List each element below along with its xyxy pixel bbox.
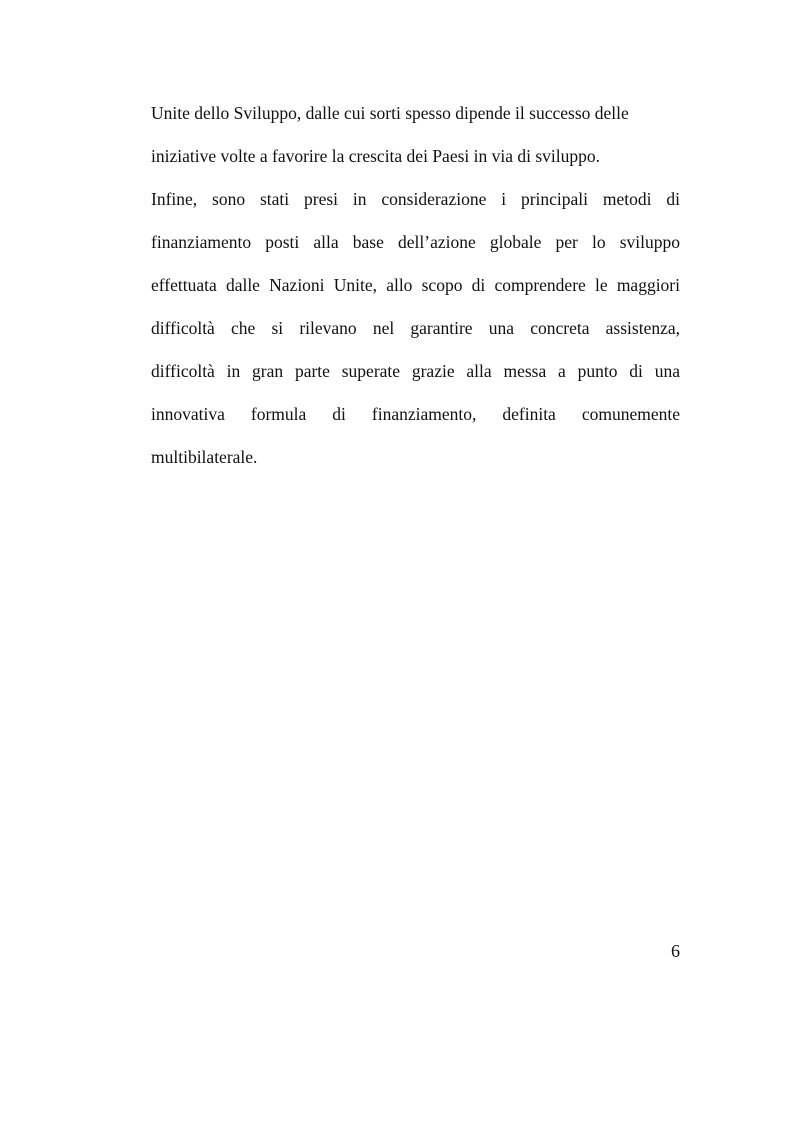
- page-number: 6: [671, 941, 680, 961]
- text-line: multibilaterale.: [151, 447, 258, 467]
- text-line: difficoltà in gran parte superate grazie alla messa a punto di una: [151, 361, 680, 381]
- text-line: finanziamento posti alla base dell’azione globale per lo sviluppo: [151, 232, 680, 252]
- text-line: Infine, sono stati presi in considerazione i principali metodi di: [151, 189, 680, 209]
- text-line: iniziative volte a favorire la crescita dei Paesi in via di sviluppo.: [151, 146, 601, 166]
- text-line: effettuata dalle Nazioni Unite, allo scopo di comprendere le maggiori: [151, 275, 680, 295]
- text-line: Unite dello Sviluppo, dalle cui sorti spesso dipende il successo delle: [151, 103, 629, 123]
- text-line: difficoltà che si rilevano nel garantire una concreta assistenza,: [151, 318, 680, 338]
- text-line: innovativa formula di finanziamento, definita comunemente: [151, 404, 680, 424]
- body-text: [151, 92, 680, 479]
